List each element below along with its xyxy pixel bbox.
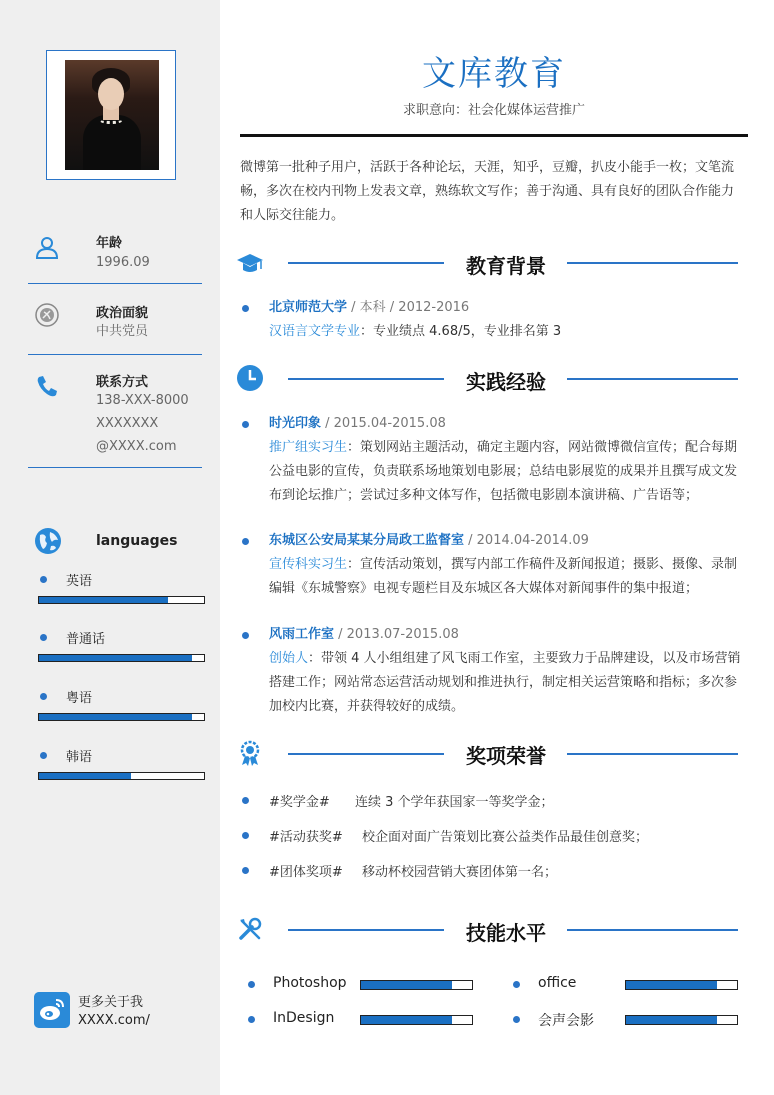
practice-org: 时光印象 xyxy=(269,416,322,431)
graduation-cap-icon xyxy=(236,250,264,278)
major: 汉语言文学专业 xyxy=(269,324,361,339)
weibo-icon[interactable] xyxy=(34,992,70,1028)
bullet-icon xyxy=(248,981,255,988)
education-degree-date: / 本科 / 2012-2016 xyxy=(347,300,470,315)
award-desc: 连续 3 个学年获国家一等奖学金； xyxy=(355,795,554,810)
contact-label: 联系方式 xyxy=(96,375,149,390)
tools-icon xyxy=(236,916,264,944)
award-desc: 校企面对面广告策划比赛公益类作品最佳创意奖； xyxy=(362,830,649,845)
language-item xyxy=(38,628,208,668)
section-title-education: 教育背景 xyxy=(466,254,546,278)
education-entry xyxy=(240,296,745,344)
party-emblem-icon xyxy=(34,302,60,328)
age-block xyxy=(28,226,202,284)
more-about-link[interactable]: XXXX.com/ xyxy=(78,1013,150,1028)
award-tag: #奖学金# xyxy=(269,795,330,810)
section-divider xyxy=(567,378,738,380)
user-icon xyxy=(34,234,60,260)
practice-date: / 2014.04-2014.09 xyxy=(464,533,589,548)
job-intent xyxy=(240,99,748,118)
contact-block xyxy=(28,365,202,468)
practice-date: / 2013.07-2015.08 xyxy=(334,627,459,642)
practice-desc: ：宣传活动策划，撰写内部工作稿件及新闻报道；摄影、摄像、录制编辑《东城警察》电视专题栏目及东城区各大媒体对新闻事件的集中报道； xyxy=(269,557,738,596)
language-level-bar xyxy=(38,772,205,780)
section-title-skills: 技能水平 xyxy=(466,921,546,945)
bullet-icon xyxy=(242,421,249,428)
age-value: 1996.09 xyxy=(96,255,150,270)
language-level-bar xyxy=(38,654,205,662)
award-tag: #活动获奖# xyxy=(269,830,343,845)
bullet-icon xyxy=(40,693,47,700)
politics-block xyxy=(28,296,202,355)
bullet-icon xyxy=(40,752,47,759)
language-item xyxy=(38,746,208,786)
language-item xyxy=(38,687,208,727)
practice-org: 风雨工作室 xyxy=(269,627,335,642)
skill-name: Photoshop xyxy=(273,975,347,991)
profile-photo xyxy=(65,60,159,170)
email-user: XXXXXXX xyxy=(96,416,159,431)
bullet-icon xyxy=(242,538,249,545)
age-label: 年龄 xyxy=(96,236,123,251)
bullet-icon xyxy=(242,305,249,312)
section-divider xyxy=(288,929,444,931)
practice-entry xyxy=(240,529,745,601)
section-divider xyxy=(567,262,738,264)
bullet-icon xyxy=(242,632,249,639)
award-medal-icon xyxy=(236,739,264,767)
bullet-icon xyxy=(513,981,520,988)
practice-desc: ：带领 4 人小组组建了风飞雨工作室，主要致力于品牌建设，以及市场营销搭建工作；网站常态运营活动规划和推进执行，制定相关运营策略和指标；多次参加校内比赛，并获得较好的成绩。 xyxy=(269,651,741,714)
practice-entry xyxy=(240,412,745,508)
language-item xyxy=(38,570,208,610)
bullet-icon xyxy=(40,576,47,583)
language-name: 粤语 xyxy=(66,691,93,706)
phone-value: 138-XXX-8000 xyxy=(96,393,189,408)
language-level-bar xyxy=(38,713,205,721)
self-summary: 微博第一批种子用户，活跃于各种论坛，天涯，知乎，豆瓣，扒皮小能手一枚；文笔流畅，多次在校内刊物上发表文章，熟练软文写作；善于沟通、具有良好的团队合作能力和人际交往能力。 xyxy=(240,160,735,223)
school-name: 北京师范大学 xyxy=(269,300,348,315)
skill-level-bar xyxy=(360,980,473,990)
bullet-icon xyxy=(242,867,249,874)
politics-value: 中共党员 xyxy=(96,324,149,339)
practice-date: / 2015.04-2015.08 xyxy=(321,416,446,431)
skill-level-bar xyxy=(360,1015,473,1025)
section-title-awards: 奖项荣誉 xyxy=(466,744,546,768)
job-intent-label: 求职意向： xyxy=(402,103,468,118)
politics-label: 政治面貌 xyxy=(96,306,149,321)
skill-item xyxy=(240,975,490,995)
skill-name: office xyxy=(538,975,577,991)
language-name: 英语 xyxy=(66,574,93,589)
practice-role: 推广组实习生 xyxy=(269,440,348,455)
skill-name: InDesign xyxy=(273,1010,335,1026)
phone-icon xyxy=(34,373,60,399)
header-divider xyxy=(240,134,748,137)
section-divider xyxy=(288,262,444,264)
section-title-practice: 实践经验 xyxy=(466,370,546,394)
bullet-icon xyxy=(248,1016,255,1023)
section-divider xyxy=(288,378,444,380)
skill-item xyxy=(505,975,755,995)
section-divider xyxy=(567,753,738,755)
skill-name: 会声会影 xyxy=(538,1013,594,1029)
language-level-bar xyxy=(38,596,205,604)
job-intent-value: 社会化媒体运营推广 xyxy=(468,103,586,118)
practice-desc: ：策划网站主题活动，确定主题内容，网站微博微信宣传；配合每期公益电影的宣传，负责联系场地策划电影展；总结电影展览的成果并且撰写成文发布到论坛推广；尝试过多种文体写作，包括微电影剧本演讲稿、广告语等； xyxy=(269,440,738,503)
languages-title: languages xyxy=(96,533,178,549)
bullet-icon xyxy=(242,797,249,804)
bullet-icon xyxy=(40,634,47,641)
skill-level-bar xyxy=(625,980,738,990)
education-detail: ：专业绩点 4.68/5，专业排名第 3 xyxy=(360,324,562,339)
practice-entry xyxy=(240,623,745,719)
practice-role: 创始人 xyxy=(269,651,309,666)
globe-icon xyxy=(34,527,62,555)
practice-role: 宣传科实习生 xyxy=(269,557,348,572)
email-domain: @XXXX.com xyxy=(96,439,177,454)
clock-icon xyxy=(236,364,264,392)
practice-org: 东城区公安局某某分局政工监督室 xyxy=(269,533,465,548)
section-divider xyxy=(567,929,738,931)
sidebar xyxy=(0,0,220,1095)
language-name: 韩语 xyxy=(66,750,93,765)
page-title: 文库教育 xyxy=(422,54,566,94)
skill-item xyxy=(505,1010,755,1030)
profile-photo-frame xyxy=(46,50,176,180)
language-name: 普通话 xyxy=(66,632,106,647)
bullet-icon xyxy=(513,1016,520,1023)
section-divider xyxy=(288,753,444,755)
skill-item xyxy=(240,1010,490,1030)
more-about-label: 更多关于我 xyxy=(78,995,144,1010)
award-tag: #团体奖项# xyxy=(269,865,343,880)
bullet-icon xyxy=(242,832,249,839)
skill-level-bar xyxy=(625,1015,738,1025)
award-desc: 移动杯校园营销大赛团体第一名； xyxy=(362,865,558,880)
